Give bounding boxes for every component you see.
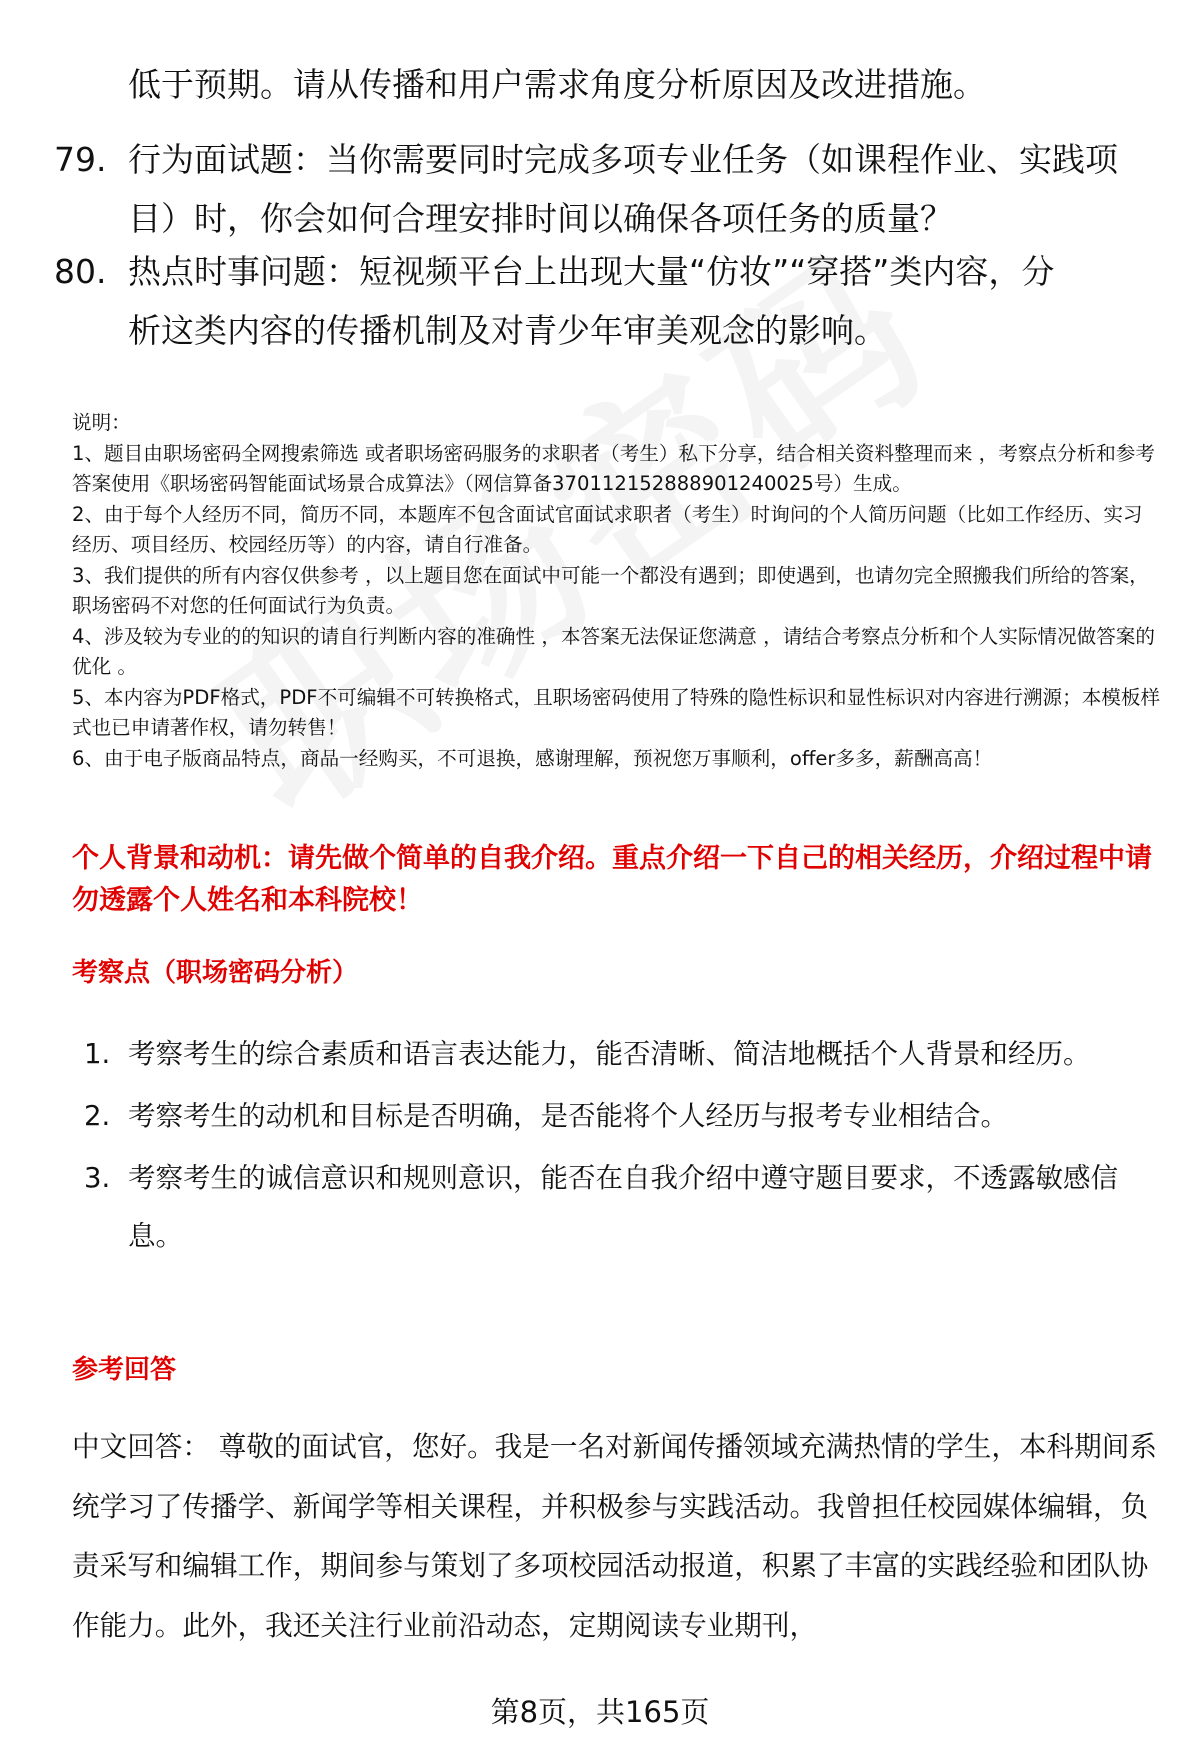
question-80	[54, 242, 1074, 360]
focus-heading: 考察点（职场密码分析）	[72, 958, 359, 988]
note-item: 1、题目由职场密码全网搜索筛选 或者职场密码服务的求职者（考生）私下分享，结合相关资料整理而来 ，考察点分析和参考答案使用《职场密码智能面试场景合成算法》（网信算备37011215288890124​0025号）生成。	[72, 441, 1155, 495]
note-item: 3、我们提供的所有内容仅供参考 ，以上题目您在面试中可能一个都没有遇到；即使遇到，也请勿完全照搬我们所给的答案，职场密码不对您的任何面试行为负责。	[72, 563, 1149, 617]
focus-point-text: 考察考生的动机和目标是否明确，是否能将个人经历与报考专业相结合。	[128, 1100, 1008, 1132]
note-item: 4、涉及较为专业的的知识的请自行判断内容的准确性 ，本答案无法保证您满意 ，请结合考察点分析和个人实际情况做答案的优化 。	[72, 624, 1155, 678]
notes-section	[72, 408, 1162, 774]
interview-prompt-heading: 个人背景和动机：请先做个简单的自我介绍。重点介绍一下自己的相关经历，介绍过程中请勿透露个人姓名和本科院校！	[72, 843, 1152, 916]
question-number: 80.	[54, 252, 107, 291]
page-footer: 第8页，共165页	[490, 1695, 710, 1729]
note-item: 5、本内容为PDF格式，PDF不可编辑不可转换格式，且职场密码使用了特殊的隐性标识和显性标识对内容进行溯源；本模板样式也已申请著作权，请勿转售！	[72, 685, 1161, 739]
answer-heading: 参考回答	[72, 1355, 177, 1385]
focus-point	[84, 1087, 1154, 1145]
focus-point-text: 考察考生的综合素质和语言表达能力，能否清晰、简洁地概括个人背景和经历。	[128, 1038, 1091, 1070]
focus-point	[84, 1149, 1154, 1265]
answer-text: 中文回答： 尊敬的面试官，您好。我是一名对新闻传播领域充满热情的学生，本科期间系统学习了传播学、新闻学等相关课程，并积极参与实践活动。我曾担任校园媒体编辑，负责采写和编辑工作，期间参与策划了多项校园活动报道，积累了丰富的实践经验和团队协作能力。此外，我还关注行业前沿动态，定期阅读专业期刊，	[72, 1430, 1157, 1642]
focus-point-number: 2.	[84, 1100, 111, 1132]
focus-point-number: 3.	[84, 1162, 111, 1194]
focus-point	[84, 1025, 1154, 1083]
question-78-continuation: 低于预期。请从传播和用户需求角度分析原因及改进措施。	[128, 65, 986, 104]
question-text: 行为面试题：当你需要同时完成多项专业任务（如课程作业、实践项目）时，你会如何合理安排时间以确保各项任务的质量？	[128, 140, 1118, 238]
note-item: 2、由于每个人经历不同，简历不同，本题库不包含面试官面试求职者（考生）时询问的个人简历问题（比如工作经历、实习经历、项目经历、校园经历等）的内容，请自行准备。	[72, 502, 1143, 556]
question-number: 79.	[54, 140, 107, 179]
focus-point-number: 1.	[84, 1038, 111, 1070]
question-text: 热点时事问题：短视频平台上出现大量“仿妆”“穿搭”类内容，分析这类内容的传播机制及对青少年审美观念的影响。	[128, 252, 1055, 350]
focus-points-list	[84, 1025, 1154, 1269]
focus-point-text: 考察考生的诚信意识和规则意识，能否在自我介绍中遵守题目要求，不透露敏感信息。	[128, 1162, 1118, 1252]
question-79	[54, 130, 1144, 248]
note-item: 6、由于电子版商品特点，商品一经购买，不可退换，感谢理解，预祝您万事顺利，offer多多，薪酬高高！	[72, 746, 993, 770]
notes-title: 说明：	[72, 411, 131, 434]
